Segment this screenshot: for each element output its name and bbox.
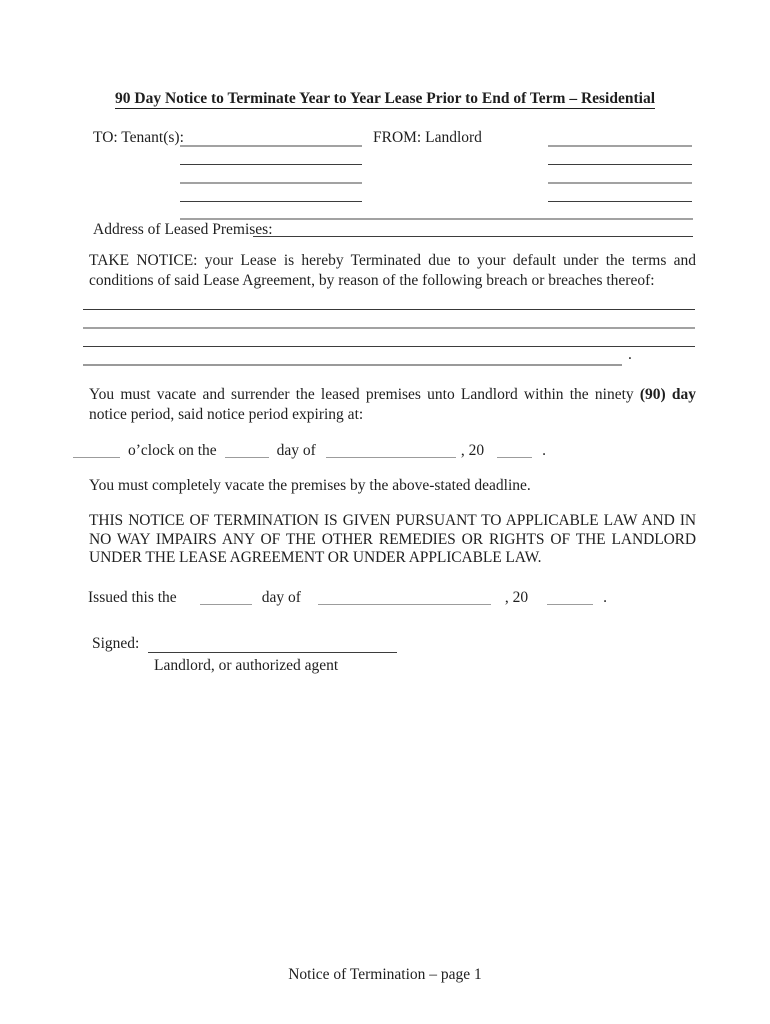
issued-month-blank[interactable] — [318, 589, 491, 605]
breach-line-1[interactable] — [83, 309, 695, 310]
take-notice-paragraph — [89, 251, 696, 290]
signature-line[interactable] — [148, 652, 397, 653]
tenant-name-line-3[interactable] — [180, 182, 362, 184]
issued-year-blank[interactable] — [547, 589, 593, 605]
oclock-on-the-label: o’clock on the — [128, 442, 217, 459]
issued-day-of-label: day of — [261, 589, 301, 606]
expiry-day-blank[interactable] — [225, 442, 269, 458]
tenant-name-line-4[interactable] — [180, 201, 362, 202]
expiry-year-blank[interactable] — [497, 442, 532, 458]
issued-period: . — [603, 589, 607, 606]
breach-end-period: . — [628, 346, 632, 363]
vacate-line-2: notice period, said notice period expiring at: — [89, 406, 364, 423]
legal-notice-paragraph — [89, 512, 696, 568]
legal-line-2: NO WAY IMPAIRS ANY OF THE OTHER REMEDIES OR RIGHTS OF THE LANDLORD — [89, 530, 696, 548]
landlord-name-line-2[interactable] — [548, 164, 692, 165]
take-notice-line-1: TAKE NOTICE: your Lease is hereby Terminated due to your default under the terms and — [89, 252, 696, 269]
expiry-period: . — [542, 442, 546, 459]
tenant-name-line-2[interactable] — [180, 164, 362, 165]
landlord-name-line-3[interactable] — [548, 182, 692, 184]
vacate-paragraph — [89, 385, 696, 425]
signed-label: Signed: — [92, 635, 140, 652]
page-footer: Notice of Termination – page 1 — [288, 966, 482, 983]
expiry-time-blank[interactable] — [73, 442, 120, 458]
signer-role-caption: Landlord, or authorized agent — [154, 657, 339, 674]
vacate-line-1: You must vacate and surrender the leased premises unto Landlord within the ninety (90) day — [89, 386, 696, 403]
take-notice-line-2: conditions of said Lease Agreement, by reason of the following breach or breaches thereof: — [89, 271, 655, 289]
issued-day-blank[interactable] — [200, 589, 252, 605]
issued-this-the-label: Issued this the — [88, 589, 177, 606]
expiry-day-of-label: day of — [276, 442, 316, 459]
expiry-month-blank[interactable] — [326, 442, 456, 458]
breach-line-2[interactable] — [83, 327, 695, 329]
landlord-name-line-1[interactable] — [548, 145, 692, 147]
landlord-name-line-4[interactable] — [548, 201, 692, 202]
form-title: 90 Day Notice to Terminate Year to Year Lease Prior to End of Term – Residential — [115, 90, 655, 107]
expiry-year-prefix: , 20 — [460, 442, 485, 459]
issued-year-prefix: , 20 — [504, 589, 529, 606]
tenant-name-line-1[interactable] — [180, 145, 362, 147]
issued-row — [88, 586, 607, 607]
deadline-paragraph: You must completely vacate the premises by the above-stated deadline. — [89, 477, 531, 494]
to-tenants-label: TO: Tenant(s): — [93, 129, 184, 146]
legal-line-1: THIS NOTICE OF TERMINATION IS GIVEN PURSUANT TO APPLICABLE LAW AND IN — [89, 512, 696, 529]
expiry-row — [73, 439, 546, 460]
address-of-premises-label: Address of Leased Premises: — [93, 221, 273, 238]
from-landlord-label: FROM: Landlord — [373, 129, 482, 146]
breach-line-4[interactable] — [83, 364, 622, 366]
parties-overflow-line[interactable] — [180, 218, 693, 220]
breach-line-3[interactable] — [83, 346, 695, 347]
legal-line-3: UNDER THE LEASE AGREEMENT OR UNDER APPLICABLE LAW. — [89, 549, 542, 567]
address-of-premises-line[interactable] — [253, 236, 693, 237]
